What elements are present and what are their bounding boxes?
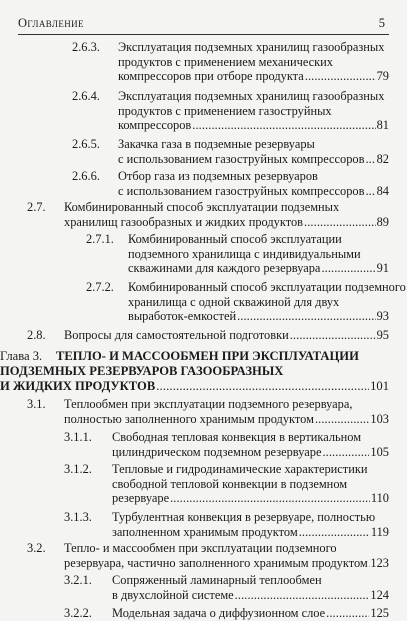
toc-entry-page: 89 xyxy=(376,214,389,229)
dot-leader xyxy=(237,309,376,324)
dot-leader xyxy=(290,328,376,343)
toc-entry xyxy=(0,280,407,324)
toc-entry-line: ТЕПЛО- И МАССООБМЕН ПРИ ЭКСПЛУАТАЦИИ xyxy=(56,349,359,363)
toc-entry-number: 2.7. xyxy=(27,200,46,214)
toc-entry-page: 84 xyxy=(376,183,389,198)
toc-entry-line: Эксплуатация подземных хранилищ газообразных xyxy=(118,40,385,54)
toc-entry-number: 2.6.5. xyxy=(72,137,100,151)
toc-entry xyxy=(0,169,407,198)
dot-leader xyxy=(305,69,376,84)
dot-leader xyxy=(315,412,369,427)
toc-entry-line: Комбинированный способ эксплуатации xyxy=(128,232,342,246)
toc-entry xyxy=(0,349,407,394)
toc-entry-page: 95 xyxy=(376,328,389,342)
dot-leader xyxy=(365,184,375,199)
running-header xyxy=(18,14,389,35)
toc-entry-title-end: заполненном хранимым продуктом xyxy=(112,524,298,539)
dot-leader xyxy=(299,525,370,540)
toc-entry-page: 123 xyxy=(370,555,389,570)
toc-entry-line: свободной тепловой конвекции в подземном xyxy=(112,476,348,491)
toc-entry-line: подземного хранилища с индивидуальными xyxy=(128,246,361,261)
toc-entry-number: 2.8. xyxy=(27,328,46,342)
toc-entry-number: 2.6.6. xyxy=(72,169,100,183)
toc-entry-line: продуктов с применением механических xyxy=(118,54,333,69)
toc-entry-page: 81 xyxy=(376,118,389,133)
toc-entry-number: 2.7.2. xyxy=(86,280,114,294)
toc-entry xyxy=(0,137,407,166)
toc-entry-title-end: хранилищ газообразных и жидких продуктов xyxy=(64,214,304,229)
header-title: Оглавление xyxy=(18,16,84,30)
toc-entry-page: 103 xyxy=(370,411,389,426)
toc-entry-number: 2.7.1. xyxy=(86,232,114,246)
toc-entry-page: 124 xyxy=(370,587,389,602)
toc-entry xyxy=(0,89,407,133)
toc-entry-line: продуктов с применением газоструйных xyxy=(118,103,332,118)
toc-entry xyxy=(0,232,407,276)
page-number: 5 xyxy=(378,16,385,30)
toc-entry-line: Закачка газа в подземные резервуары xyxy=(118,137,315,151)
dot-leader xyxy=(322,445,369,460)
toc-entry-number: 2.6.3. xyxy=(72,40,100,54)
toc-entry-title-end: Модельная задача о диффузионном слое xyxy=(112,606,326,620)
toc-entry-number: 3.2. xyxy=(27,541,46,555)
toc-entry-line: ПОДЗЕМНЫХ РЕЗЕРВУАРОВ ГАЗООБРАЗНЫХ xyxy=(0,364,284,378)
toc-entry-title-end: резервуаре xyxy=(112,491,170,506)
toc-entry-line: Эксплуатация подземных хранилищ газообразных xyxy=(118,89,385,103)
toc-entry-page: 93 xyxy=(376,309,389,324)
toc-entry xyxy=(0,200,407,229)
dot-leader xyxy=(156,379,369,394)
toc-entry-title-end: компрессоров при отборе продукта xyxy=(118,69,304,84)
toc-entry-title-end: цилиндрическом подземном резервуаре xyxy=(112,444,322,459)
toc-entry-title-end: И ЖИДКИХ ПРОДУКТОВ xyxy=(0,379,156,393)
dot-leader xyxy=(365,152,375,167)
toc-entry-line: Комбинированный способ эксплуатации подземных xyxy=(64,200,340,214)
toc-entry-page: 79 xyxy=(376,69,389,84)
toc-entry xyxy=(0,397,407,426)
toc-entry-title-end: выработок-емкостей xyxy=(128,309,237,324)
toc-entry-number: 3.1.2. xyxy=(64,462,92,476)
toc-entry-line: Свободная тепловая конвекция в вертикальном xyxy=(112,430,362,444)
toc-entry xyxy=(0,462,407,506)
toc-entry xyxy=(0,573,407,602)
toc-entry-line: хранилища с одной скважиной для двух xyxy=(128,294,340,309)
toc-entry xyxy=(0,606,407,621)
toc-entry-title-end: резервуара, частично заполненного хранимым продуктом xyxy=(64,555,368,570)
dot-leader xyxy=(326,606,369,621)
toc-entry-page: 82 xyxy=(376,151,389,166)
toc-entry-line: Отбор газа из подземных резервуаров xyxy=(118,169,318,183)
toc-entry-number: 3.2.1. xyxy=(64,573,92,587)
toc-entry xyxy=(0,541,407,570)
toc-entry-title-end: с использованием газоструйных компрессоров xyxy=(118,183,365,198)
toc-entry-page: 105 xyxy=(370,444,389,459)
toc-entry-number: Глава 3. xyxy=(0,349,43,363)
dot-leader xyxy=(321,261,375,276)
toc-entry-title-end: Вопросы для самостоятельной подготовки xyxy=(64,328,289,342)
toc-entry-page: 91 xyxy=(376,261,389,276)
toc-entry-title-end: компрессоров xyxy=(118,118,192,133)
toc-entry-title-end: в двухслойной системе xyxy=(112,587,234,602)
toc-entry-line: Тепловые и гидродинамические характеристики xyxy=(112,462,368,476)
toc-entry xyxy=(0,328,407,343)
dot-leader xyxy=(369,556,370,571)
toc-entry-number: 2.6.4. xyxy=(72,89,100,103)
toc-entry xyxy=(0,40,407,84)
toc-entry-title-end: с использованием газоструйных компрессоров xyxy=(118,151,365,166)
toc-entry-line: Турбулентная конвекция в резервуаре, полностью xyxy=(112,510,376,524)
toc-entry-title-end: полностью заполненного хранимым продуктом xyxy=(64,411,314,426)
toc-entry-number: 3.1.3. xyxy=(64,510,92,524)
toc-entry xyxy=(0,510,407,539)
toc-entry-line: Тепло- и массообмен при эксплуатации подземного xyxy=(64,541,337,555)
dot-leader xyxy=(192,118,375,133)
toc-entry-line: Сопряженный ламинарный теплообмен xyxy=(112,573,322,587)
toc-entry-line: Комбинированный способ эксплуатации подземного xyxy=(128,280,406,294)
dot-leader xyxy=(304,215,376,230)
toc-entry-number: 3.1.1. xyxy=(64,430,92,444)
toc-entry-number: 3.1. xyxy=(27,397,46,411)
toc-entry-page: 119 xyxy=(370,524,389,539)
toc-entry xyxy=(0,430,407,459)
toc-entry-line: Теплообмен при эксплуатации подземного резервуара, xyxy=(64,397,353,411)
dot-leader xyxy=(170,491,370,506)
toc-entry-page: 110 xyxy=(370,491,389,506)
toc-entry-number: 3.2.2. xyxy=(64,606,92,620)
toc-entry-page: 125 xyxy=(370,606,389,620)
toc-entry-page: 101 xyxy=(370,379,389,393)
toc-entry-title-end: скважинами для каждого резервуара xyxy=(128,261,321,276)
